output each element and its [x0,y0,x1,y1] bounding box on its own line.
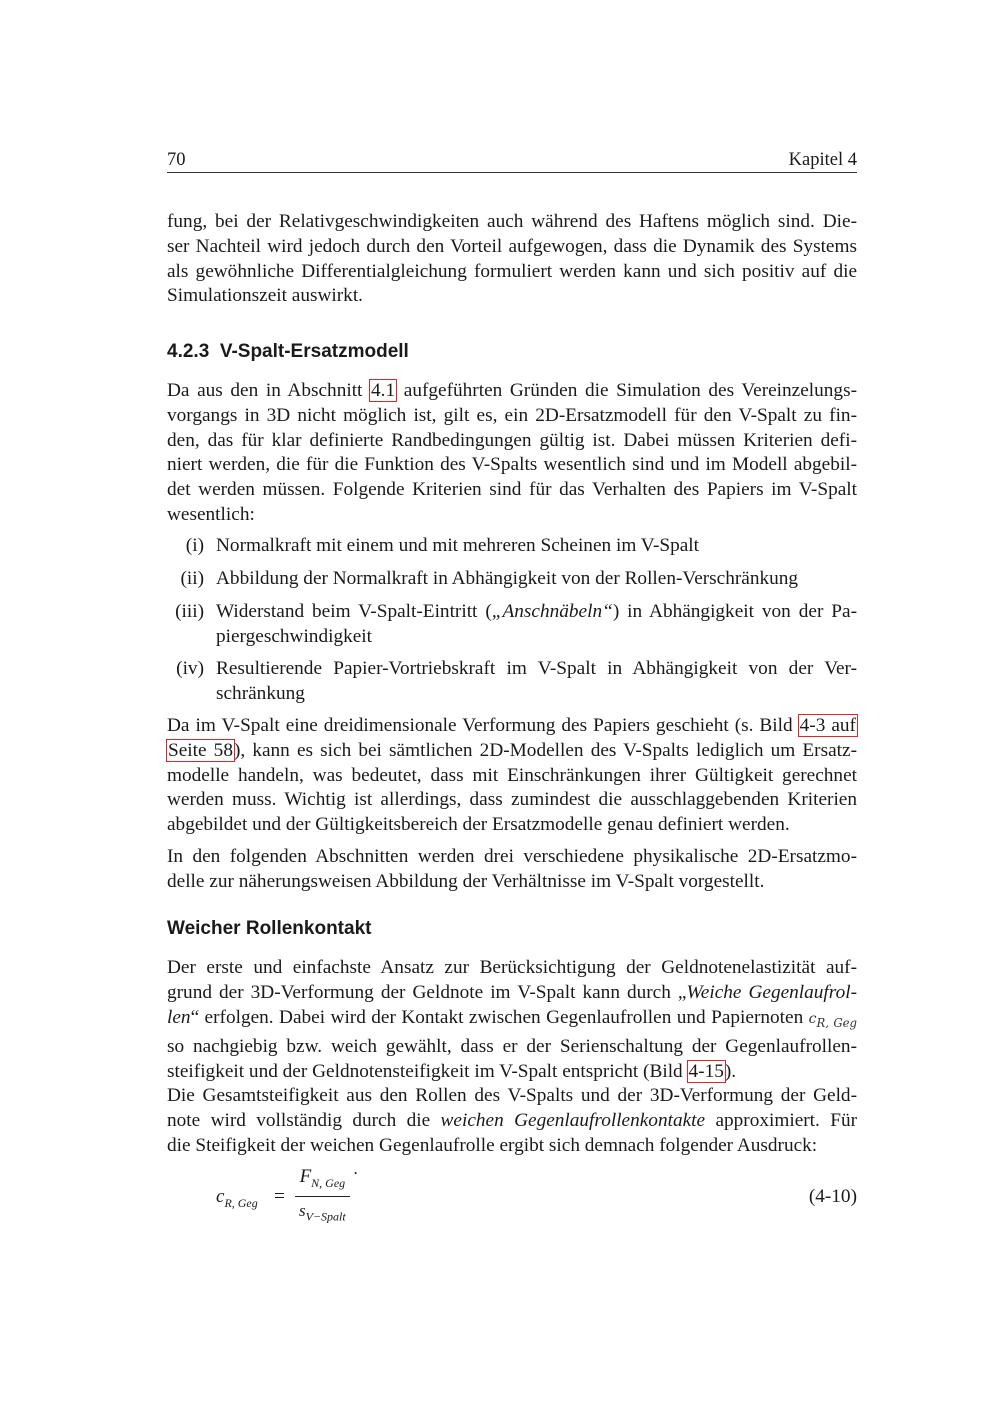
text-fragment: ) in Abhängigkeit von der Pa- [612,601,857,622]
math-subscript: V−Spalt [305,1208,346,1223]
paragraph-intro [167,210,857,309]
list-item [167,534,857,567]
text-line: so nachgiebig bzw. weich gewählt, dass er der Serienschaltung der Gegenlaufrollen- [167,1036,857,1058]
math-var: F [299,1166,312,1187]
text-fragment: Da im V-Spalt eine dreidimensionale Verformung des Papiers geschieht (s. Bild [167,715,793,736]
text-fragment: note wird vollständig durch die [167,1109,431,1131]
math-var: s [299,1200,306,1220]
italic-term: weichen Gegenlaufrollenkontakte [440,1109,706,1131]
text-line: det werden müssen. Folgende Kriterien sind für das Verhalten des Papiers im V-Spalt [167,479,857,501]
text-line: delle zur näherungsweisen Abbildung der Verhältnisse im V-Spalt vorgestellt. [167,870,765,892]
equation-lhs [216,1185,258,1216]
italic-term: Weiche Gegenlaufrol- [686,981,857,1003]
text-line [167,1060,857,1085]
equation-fraction [295,1159,358,1229]
fraction-numerator [295,1165,350,1196]
page-link[interactable]: Seite 58 [168,739,233,761]
text-line [167,981,857,1006]
equation-number: (4-10) [808,1186,857,1207]
text-fragment: aufgeführten Gründen die Simulation des Vereinzelungs- [403,380,857,401]
text-line: die Steifigkeit der weichen Gegenlaufrolle ergibt sich demnach folgender Ausdruck: [167,1134,818,1156]
text-line: schränkung [216,682,305,704]
text-line [167,1006,857,1036]
equals-sign: = [274,1186,285,1207]
math-subscript: N, Geg [311,1175,346,1190]
chapter-label: Kapitel 4 [788,150,857,170]
text-fragment: ). [724,1060,737,1082]
text-line: abgebildet und der Gültigkeitsbereich der Ersatzmodelle genau definiert werden. [167,814,790,836]
text-line: vorgangs in 3D nicht möglich ist, gilt es, ein 2D-Ersatzmodell für den V-Spalt zu fin- [167,404,857,426]
text-line: fung, bei der Relativgeschwindigkeiten auch während des Haftens möglich sind. Die- [167,211,857,232]
text-line: Die Gesamtsteifigkeit aus den Rollen des V-Spalts und der 3D-Verformung der Geld- [167,1085,857,1106]
paragraph-models-intro [167,845,857,895]
text-line: wesentlich: [167,503,255,525]
list-number: (ii) [180,568,204,589]
text-line: Simulationszeit auswirkt. [167,285,364,307]
list-text [216,600,857,650]
math-subscript: R, Geg [224,1195,258,1210]
italic-term: „Anschnäbeln“ [491,601,613,622]
text-line [167,739,857,764]
section-link[interactable]: 4.1 [371,380,396,401]
italic-term: len [167,1006,191,1028]
list-number: (iii) [175,601,204,622]
page-number: 70 [167,150,186,170]
list-item [167,567,857,600]
text-fragment: Da aus den in Abschnitt [167,380,363,401]
text-fragment: grund der 3D-Verformung der Geldnote im V-Spalt kann durch „ [167,981,687,1003]
text-line: werden muss. Wichtig ist allerdings, dass zumindest die ausschlaggebenden Kriterien [167,789,857,811]
section-title: V-Spalt-Ersatzmodell [219,341,409,362]
math-var: c [216,1186,225,1207]
list-text [216,657,857,707]
text-line: piergeschwindigkeit [216,625,373,647]
paragraph-criteria-intro [167,379,857,528]
figure-link[interactable]: 4-3 auf [799,715,856,736]
text-line: Resultierende Papier-Vortriebskraft im V-Spalt in Abhängigkeit von der Ver- [216,658,857,679]
text-fragment: approximiert. Für [715,1109,858,1131]
page-header [167,148,857,173]
paragraph-soft-contact [167,956,857,1085]
equation-4-10 [167,1159,857,1225]
list-item [167,657,857,714]
text-line [167,379,857,404]
paragraph-total-stiffness [167,1084,857,1158]
text-fragment: steifigkeit und der Geldnotensteifigkeit im V-Spalt entspricht (Bild [167,1060,683,1082]
paragraph-deformation [167,714,857,838]
text-line [216,600,857,625]
subsection-heading: Weicher Rollenkontakt [167,918,372,939]
text-line: ser Nachteil wird jedoch durch den Vorteil aufgewogen, dass die Dynamik des Systems [167,235,857,257]
text-line [167,1109,857,1134]
math-symbol [808,1010,857,1030]
text-line: modelle handeln, was bedeutet, dass mit Einschränkungen ihrer Gültigkeit gerechnet [167,764,857,786]
section-number: 4.2.3 [167,341,210,362]
math-subscript: R, Geg [816,1015,857,1030]
text-line: Der erste und einfachste Ansatz zur Berücksichtigung der Geldnotenelastizität auf- [167,957,857,978]
text-line: niert werden, die für die Funktion des V-Spalts wesentlich sind und im Modell abgebil- [167,454,857,476]
list-text: Normalkraft mit einem und mit mehreren Scheinen im V-Spalt [216,535,699,556]
text-fragment: “ erfolgen. Dabei wird der Kontakt zwischen Gegenlaufrollen und Papiernoten [190,1006,804,1028]
text-line: den, das für klar definierte Randbedingungen gültig ist. Dabei müssen Kriterien defi- [167,429,857,451]
list-text: Abbildung der Normalkraft in Abhängigkeit von der Rollen-Verschränkung [216,568,799,589]
list-number: (iv) [176,658,204,679]
equation-period: . [353,1159,358,1178]
text-line: als gewöhnliche Differentialgleichung formuliert werden kann und sich positiv auf die [167,260,857,282]
list-number: (i) [185,535,204,556]
list-item [167,600,857,657]
text-line: In den folgenden Abschnitten werden drei verschiedene physikalische 2D-Ersatzmo- [167,846,857,867]
text-fragment: Widerstand beim V-Spalt-Eintritt ( [216,601,492,622]
text-line [167,714,857,739]
section-heading [167,340,409,365]
criteria-list [167,534,857,714]
text-fragment: ), kann es sich bei sämtlichen 2D-Modellen des V-Spalts lediglich um Ersatz- [233,739,857,761]
math-var: c [808,1010,817,1027]
figure-link[interactable]: 4-15 [688,1060,724,1082]
